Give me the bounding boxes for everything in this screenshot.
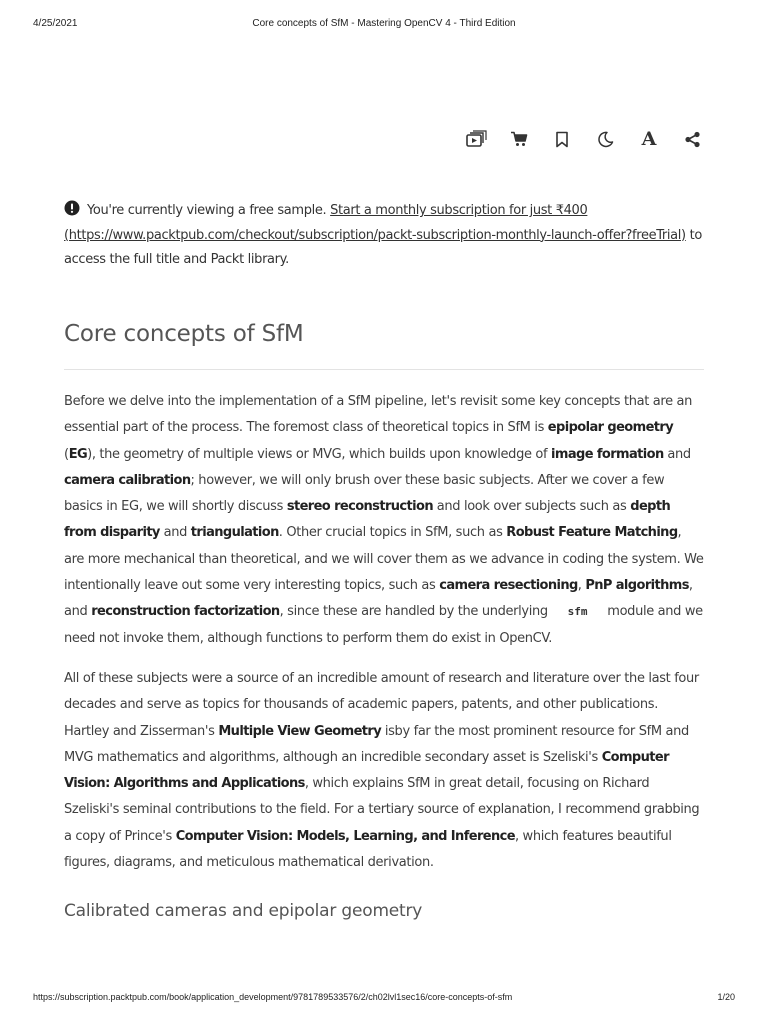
text-run: isby far the most prominent resource for SfM and MVG mathematics and algorithms, although an incredible secondary asset is Szeliski's: [64, 723, 689, 765]
bold-term: EG: [68, 446, 88, 462]
reader-toolbar: [454, 127, 714, 151]
text-run: ,: [577, 578, 586, 594]
print-footer: [0, 992, 768, 1006]
share-icon[interactable]: [671, 127, 714, 151]
bookmark-icon[interactable]: [541, 127, 584, 151]
text-run: , which explains SfM in great detail, focusing on Richard Szeliski's seminal contributions to the field. For a tertiary source of explanation, I recommend grabbing a copy of Prince's: [64, 776, 700, 844]
bold-term: Multiple View Geometry: [218, 723, 382, 739]
page-title: Core concepts of SfM: [64, 321, 304, 347]
bold-term: triangulation: [190, 525, 279, 541]
inline-code-sfm: sfm: [567, 605, 588, 619]
bold-term: depth from disparity: [64, 499, 671, 541]
notice-text-after: to access the full title and Packt library.: [64, 227, 702, 267]
text-run: Before we delve into the implementation of a SfM pipeline, let's revisit some key concepts that are an essential part of the process. The foremost class of theoretical topics in SfM is: [64, 394, 693, 436]
free-sample-notice: [64, 199, 704, 273]
print-title: Core concepts of SfM - Mastering OpenCV 4 - Third Edition: [252, 18, 516, 29]
article-paragraph: [64, 389, 704, 652]
bold-term: image formation: [551, 446, 664, 462]
alert-icon: [64, 200, 80, 216]
text-run: ), the geometry of multiple views or MVG, which builds upon knowledge of: [87, 446, 552, 462]
cart-icon[interactable]: [497, 127, 540, 151]
font-icon[interactable]: [627, 127, 670, 151]
print-url: https://subscription.packtpub.com/book/application_development/9781789533576/2/ch02lvl1sec16/core-concepts-of-sfm: [33, 992, 513, 1002]
bold-term: stereo reconstruction: [286, 499, 433, 515]
notice-text: You're currently viewing a free sample.: [87, 203, 327, 218]
text-run: , since these are handled by the underlying: [279, 604, 552, 620]
print-header: [0, 18, 768, 32]
bold-term: camera resectioning: [439, 578, 578, 594]
title-divider: [64, 369, 704, 370]
print-date: 4/25/2021: [33, 18, 78, 29]
font-size-glyph: A: [641, 127, 657, 150]
bold-term: Computer Vision: Algorithms and Applications: [64, 749, 669, 792]
bold-term: reconstruction factorization: [91, 604, 280, 620]
text-run: , which features beautiful figures, diagrams, and meticulous mathematical derivation.: [64, 828, 672, 871]
text-run: and: [663, 446, 691, 462]
text-run: . Other crucial topics in SfM, such as: [278, 525, 507, 541]
video-playlist-icon[interactable]: [454, 127, 497, 151]
bold-term: camera calibration: [64, 472, 191, 488]
text-run: (: [64, 446, 69, 462]
text-run: module and we need not invoke them, although functions to perform them do exist in OpenCV.: [64, 604, 703, 646]
text-run: All of these subjects were a source of an incredible amount of research and literature over the last four decades and serve as topics for thousands of academic papers, patents, and other publications. Hartley and Zisserman's: [64, 671, 699, 739]
text-run: and look over subjects such as: [432, 499, 631, 515]
text-run: ; however, we will only brush over these basic subjects. After we cover a few basics in EG, we will shortly discuss: [64, 472, 665, 515]
page-number: 1/20: [717, 992, 735, 1002]
article-paragraph: [64, 666, 704, 876]
bold-term: epipolar geometry: [547, 420, 674, 436]
text-run: and: [159, 525, 191, 541]
text-run: , are more mechanical than theoretical, and we will cover them as we advance in coding the system. We intentionally leave out some very interesting topics, such as: [64, 525, 704, 594]
bold-term: PnP algorithms: [585, 578, 689, 594]
bold-term: Computer Vision: Models, Learning, and Inference: [175, 828, 515, 844]
section-subheading: Calibrated cameras and epipolar geometry: [64, 901, 423, 921]
subscription-link[interactable]: Start a monthly subscription for just ₹400 (https://www.packtpub.com/checkout/subscription/packt-subscription-monthly-launch-offer?freeTrial): [64, 203, 686, 243]
text-run: , and: [64, 578, 693, 620]
bold-term: Robust Feature Matching: [506, 525, 678, 541]
moon-icon[interactable]: [584, 127, 627, 151]
